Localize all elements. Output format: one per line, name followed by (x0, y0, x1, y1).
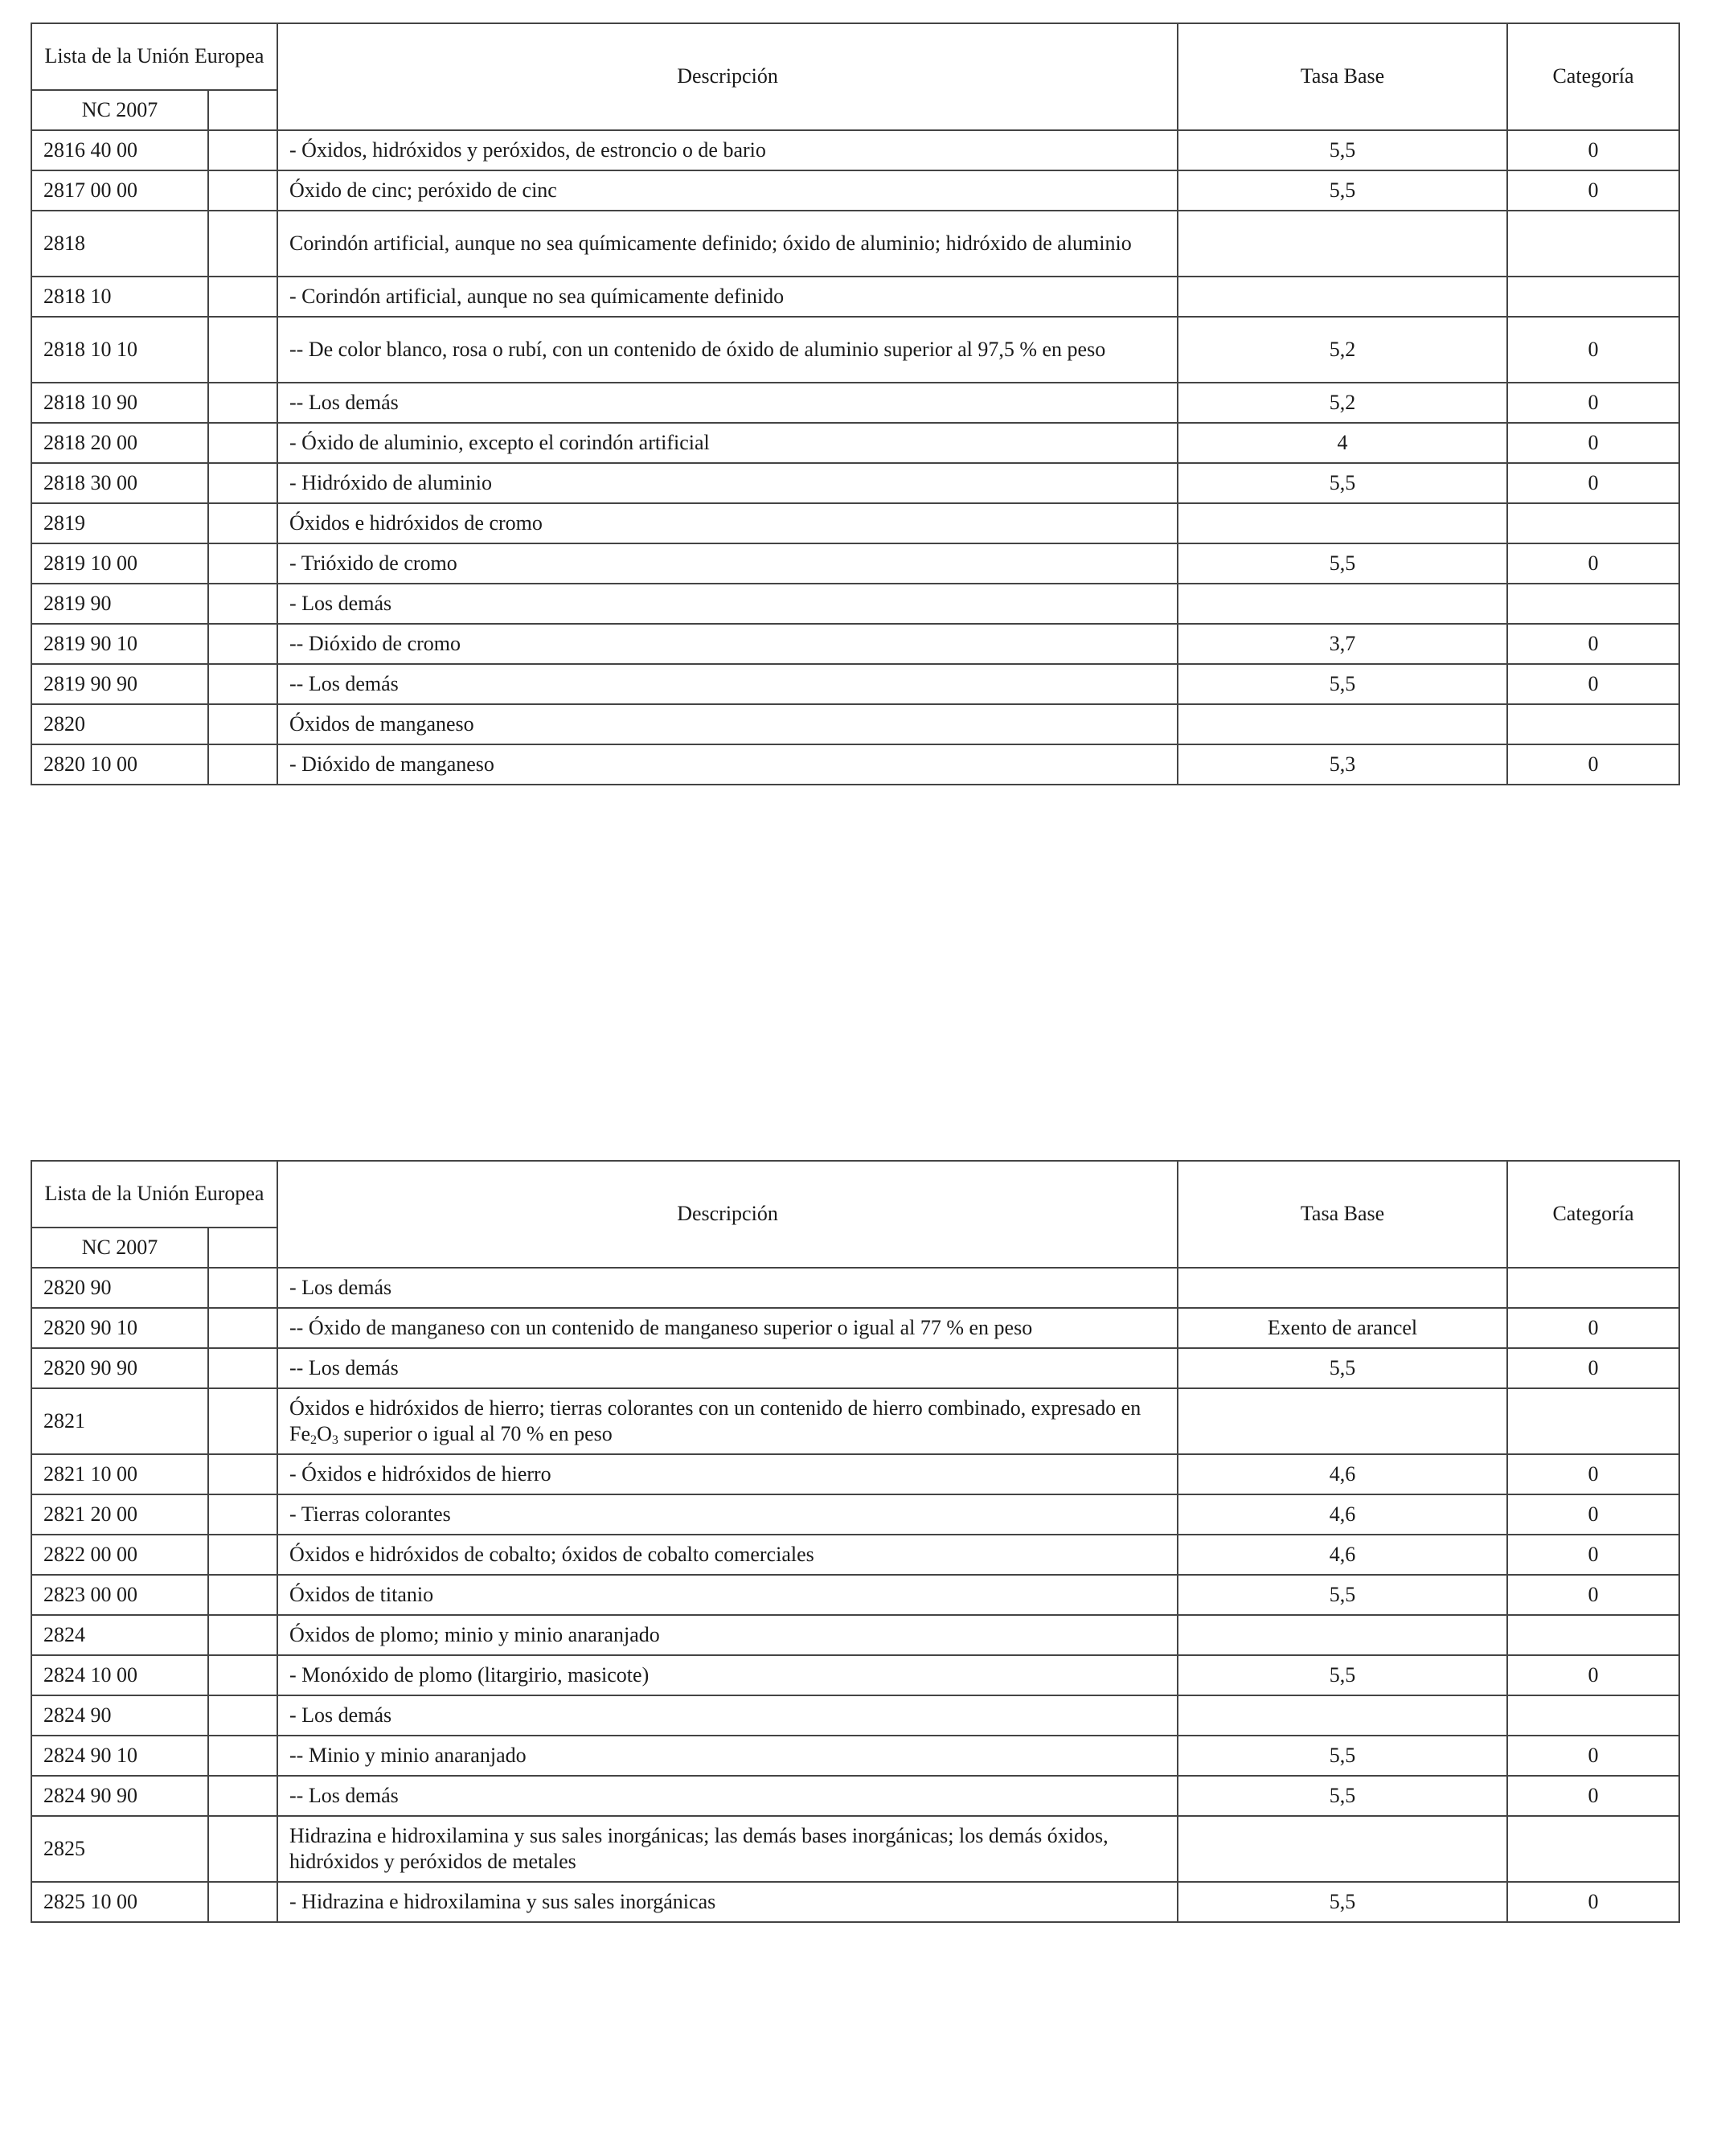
blank-cell (208, 1736, 277, 1776)
nc-code-cell: 2825 (31, 1816, 208, 1882)
blank-cell (208, 1816, 277, 1882)
nc-code-cell: 2818 (31, 211, 208, 277)
nc-code-cell: 2816 40 00 (31, 130, 208, 170)
description-cell: Óxidos de manganeso (277, 704, 1178, 744)
nc-code-cell: 2819 10 00 (31, 543, 208, 584)
nc-code-cell: 2824 90 10 (31, 1736, 208, 1776)
table-row (31, 1575, 1679, 1615)
nc-code-cell: 2817 00 00 (31, 170, 208, 211)
description-cell: -- Dióxido de cromo (277, 624, 1178, 664)
blank-cell (208, 1388, 277, 1454)
blank-cell (208, 664, 277, 704)
blank-cell (208, 423, 277, 463)
table-row (31, 383, 1679, 423)
nc-code-cell: 2820 (31, 704, 208, 744)
blank-cell (208, 277, 277, 317)
description-cell: - Corindón artificial, aunque no sea químicamente definido (277, 277, 1178, 317)
header-blank-cell (208, 1228, 277, 1268)
header-list-label: Lista de la Unión Europea (31, 1161, 277, 1228)
description-cell: -- Los demás (277, 383, 1178, 423)
base-rate-cell (1178, 1268, 1507, 1308)
base-rate-cell: 5,5 (1178, 1882, 1507, 1922)
nc-code-cell: 2819 (31, 503, 208, 543)
category-cell: 0 (1507, 1575, 1679, 1615)
base-rate-cell (1178, 503, 1507, 543)
table-row (31, 1268, 1679, 1308)
nc-code-cell: 2818 30 00 (31, 463, 208, 503)
nc-code-cell: 2823 00 00 (31, 1575, 208, 1615)
table-row (31, 1454, 1679, 1494)
header-list-label: Lista de la Unión Europea (31, 23, 277, 90)
header-blank-cell (208, 90, 277, 130)
base-rate-cell: Exento de arancel (1178, 1308, 1507, 1348)
blank-cell (208, 383, 277, 423)
table-row (31, 1816, 1679, 1882)
blank-cell (208, 1494, 277, 1535)
category-cell: 0 (1507, 317, 1679, 383)
description-cell: -- Minio y minio anaranjado (277, 1736, 1178, 1776)
table-row (31, 463, 1679, 503)
nc-code-cell: 2819 90 (31, 584, 208, 624)
header-category: Categoría (1507, 23, 1679, 130)
blank-cell (208, 170, 277, 211)
base-rate-cell: 5,2 (1178, 383, 1507, 423)
table-row (31, 1776, 1679, 1816)
base-rate-cell: 4,6 (1178, 1494, 1507, 1535)
description-cell: Corindón artificial, aunque no sea químicamente definido; óxido de aluminio; hidróxido de aluminio (277, 211, 1178, 277)
blank-cell (208, 211, 277, 277)
category-cell: 0 (1507, 543, 1679, 584)
category-cell: 0 (1507, 383, 1679, 423)
table-row (31, 170, 1679, 211)
description-cell: -- Los demás (277, 1348, 1178, 1388)
category-cell: 0 (1507, 463, 1679, 503)
base-rate-cell: 5,5 (1178, 1736, 1507, 1776)
description-cell: - Hidróxido de aluminio (277, 463, 1178, 503)
blank-cell (208, 1348, 277, 1388)
base-rate-cell: 5,5 (1178, 664, 1507, 704)
header-rate: Tasa Base (1178, 23, 1507, 130)
base-rate-cell: 3,7 (1178, 624, 1507, 664)
blank-cell (208, 1882, 277, 1922)
category-cell (1507, 503, 1679, 543)
base-rate-cell (1178, 1816, 1507, 1882)
category-cell (1507, 1816, 1679, 1882)
nc-code-cell: 2824 90 90 (31, 1776, 208, 1816)
description-cell: -- De color blanco, rosa o rubí, con un contenido de óxido de aluminio superior al 97,5 % en peso (277, 317, 1178, 383)
blank-cell (208, 744, 277, 785)
category-cell: 0 (1507, 423, 1679, 463)
nc-code-cell: 2825 10 00 (31, 1882, 208, 1922)
category-cell: 0 (1507, 1882, 1679, 1922)
nc-code-cell: 2824 90 (31, 1695, 208, 1736)
category-cell: 0 (1507, 664, 1679, 704)
category-cell: 0 (1507, 130, 1679, 170)
table-row (31, 1736, 1679, 1776)
description-cell: Óxidos de plomo; minio y minio anaranjado (277, 1615, 1178, 1655)
category-cell: 0 (1507, 170, 1679, 211)
nc-code-cell: 2818 10 10 (31, 317, 208, 383)
category-cell: 0 (1507, 744, 1679, 785)
base-rate-cell: 5,2 (1178, 317, 1507, 383)
category-cell: 0 (1507, 1736, 1679, 1776)
description-cell: -- Los demás (277, 664, 1178, 704)
nc-code-cell: 2818 20 00 (31, 423, 208, 463)
base-rate-cell (1178, 277, 1507, 317)
table-row (31, 211, 1679, 277)
tariff-table-2 (31, 1160, 1680, 1923)
category-cell (1507, 704, 1679, 744)
nc-code-cell: 2822 00 00 (31, 1535, 208, 1575)
nc-code-cell: 2819 90 90 (31, 664, 208, 704)
base-rate-cell: 5,5 (1178, 1575, 1507, 1615)
nc-code-cell: 2821 10 00 (31, 1454, 208, 1494)
nc-code-cell: 2820 90 90 (31, 1348, 208, 1388)
description-cell: Óxidos e hidróxidos de hierro; tierras colorantes con un contenido de hierro combinado, expresado en $Fe_2O_3$ superior o igual al 70 % en peso (277, 1388, 1178, 1454)
blank-cell (208, 1268, 277, 1308)
description-cell: - Monóxido de plomo (litargirio, masicote) (277, 1655, 1178, 1695)
nc-code-cell: 2818 10 90 (31, 383, 208, 423)
base-rate-cell: 5,5 (1178, 130, 1507, 170)
blank-cell (208, 1454, 277, 1494)
blank-cell (208, 1776, 277, 1816)
description-cell: -- Óxido de manganeso con un contenido de manganeso superior o igual al 77 % en peso (277, 1308, 1178, 1348)
base-rate-cell: 5,5 (1178, 1655, 1507, 1695)
description-cell: - Tierras colorantes (277, 1494, 1178, 1535)
nc-code-cell: 2820 10 00 (31, 744, 208, 785)
table-row (31, 744, 1679, 785)
blank-cell (208, 317, 277, 383)
base-rate-cell (1178, 1388, 1507, 1454)
description-cell: Óxidos e hidróxidos de cobalto; óxidos de cobalto comerciales (277, 1535, 1178, 1575)
base-rate-cell: 5,5 (1178, 543, 1507, 584)
base-rate-cell: 4,6 (1178, 1454, 1507, 1494)
header-description: Descripción (277, 23, 1178, 130)
description-cell: Óxidos e hidróxidos de cromo (277, 503, 1178, 543)
description-cell: - Los demás (277, 1695, 1178, 1736)
nc-code-cell: 2819 90 10 (31, 624, 208, 664)
base-rate-cell: 5,5 (1178, 1776, 1507, 1816)
table-row (31, 624, 1679, 664)
table-row (31, 543, 1679, 584)
description-cell: -- Los demás (277, 1776, 1178, 1816)
table-row (31, 1695, 1679, 1736)
table-row (31, 1308, 1679, 1348)
category-cell: 0 (1507, 1535, 1679, 1575)
blank-cell (208, 543, 277, 584)
table-row (31, 1348, 1679, 1388)
nc-code-cell: 2818 10 (31, 277, 208, 317)
header-nc-label: NC 2007 (31, 1228, 208, 1268)
base-rate-cell (1178, 211, 1507, 277)
category-cell: 0 (1507, 624, 1679, 664)
nc-code-cell: 2820 90 10 (31, 1308, 208, 1348)
category-cell (1507, 211, 1679, 277)
category-cell (1507, 1388, 1679, 1454)
description-cell: Hidrazina e hidroxilamina y sus sales inorgánicas; las demás bases inorgánicas; los demás óxidos, hidróxidos y peróxidos de metales (277, 1816, 1178, 1882)
blank-cell (208, 130, 277, 170)
description-cell: Óxido de cinc; peróxido de cinc (277, 170, 1178, 211)
description-cell: Óxidos de titanio (277, 1575, 1178, 1615)
description-cell: - Hidrazina e hidroxilamina y sus sales inorgánicas (277, 1882, 1178, 1922)
base-rate-cell: 5,5 (1178, 170, 1507, 211)
blank-cell (208, 584, 277, 624)
blank-cell (208, 1575, 277, 1615)
description-cell: - Los demás (277, 584, 1178, 624)
category-cell (1507, 1695, 1679, 1736)
blank-cell (208, 503, 277, 543)
category-cell: 0 (1507, 1348, 1679, 1388)
table-row (31, 704, 1679, 744)
category-cell (1507, 277, 1679, 317)
blank-cell (208, 624, 277, 664)
description-cell: - Óxido de aluminio, excepto el corindón artificial (277, 423, 1178, 463)
table-row (31, 1535, 1679, 1575)
base-rate-cell (1178, 584, 1507, 624)
table-row (31, 1388, 1679, 1454)
table-row (31, 1655, 1679, 1695)
nc-code-cell: 2820 90 (31, 1268, 208, 1308)
table-row (31, 584, 1679, 624)
tariff-table-1 (31, 23, 1680, 785)
header-category: Categoría (1507, 1161, 1679, 1268)
category-cell: 0 (1507, 1655, 1679, 1695)
table-row (31, 1615, 1679, 1655)
blank-cell (208, 463, 277, 503)
category-cell: 0 (1507, 1308, 1679, 1348)
category-cell (1507, 584, 1679, 624)
table-row (31, 664, 1679, 704)
base-rate-cell: 4,6 (1178, 1535, 1507, 1575)
blank-cell (208, 1535, 277, 1575)
table-row (31, 317, 1679, 383)
nc-code-cell: 2824 10 00 (31, 1655, 208, 1695)
category-cell (1507, 1268, 1679, 1308)
category-cell: 0 (1507, 1454, 1679, 1494)
description-cell: - Óxidos, hidróxidos y peróxidos, de estroncio o de bario (277, 130, 1178, 170)
header-rate: Tasa Base (1178, 1161, 1507, 1268)
base-rate-cell: 5,5 (1178, 1348, 1507, 1388)
table-row (31, 503, 1679, 543)
table-row (31, 130, 1679, 170)
blank-cell (208, 1615, 277, 1655)
blank-cell (208, 1695, 277, 1736)
base-rate-cell: 4 (1178, 423, 1507, 463)
table-body (31, 130, 1679, 785)
base-rate-cell (1178, 1695, 1507, 1736)
table-body (31, 1268, 1679, 1922)
table-row (31, 277, 1679, 317)
nc-code-cell: 2821 (31, 1388, 208, 1454)
description-cell: - Dióxido de manganeso (277, 744, 1178, 785)
category-cell (1507, 1615, 1679, 1655)
header-description: Descripción (277, 1161, 1178, 1268)
blank-cell (208, 1308, 277, 1348)
base-rate-cell (1178, 1615, 1507, 1655)
blank-cell (208, 1655, 277, 1695)
base-rate-cell: 5,3 (1178, 744, 1507, 785)
description-cell: - Trióxido de cromo (277, 543, 1178, 584)
base-rate-cell (1178, 704, 1507, 744)
blank-cell (208, 704, 277, 744)
table-row (31, 423, 1679, 463)
description-cell: - Óxidos e hidróxidos de hierro (277, 1454, 1178, 1494)
category-cell: 0 (1507, 1776, 1679, 1816)
header-nc-label: NC 2007 (31, 90, 208, 130)
base-rate-cell: 5,5 (1178, 463, 1507, 503)
category-cell: 0 (1507, 1494, 1679, 1535)
table-row (31, 1882, 1679, 1922)
description-cell: - Los demás (277, 1268, 1178, 1308)
nc-code-cell: 2821 20 00 (31, 1494, 208, 1535)
nc-code-cell: 2824 (31, 1615, 208, 1655)
table-row (31, 1494, 1679, 1535)
